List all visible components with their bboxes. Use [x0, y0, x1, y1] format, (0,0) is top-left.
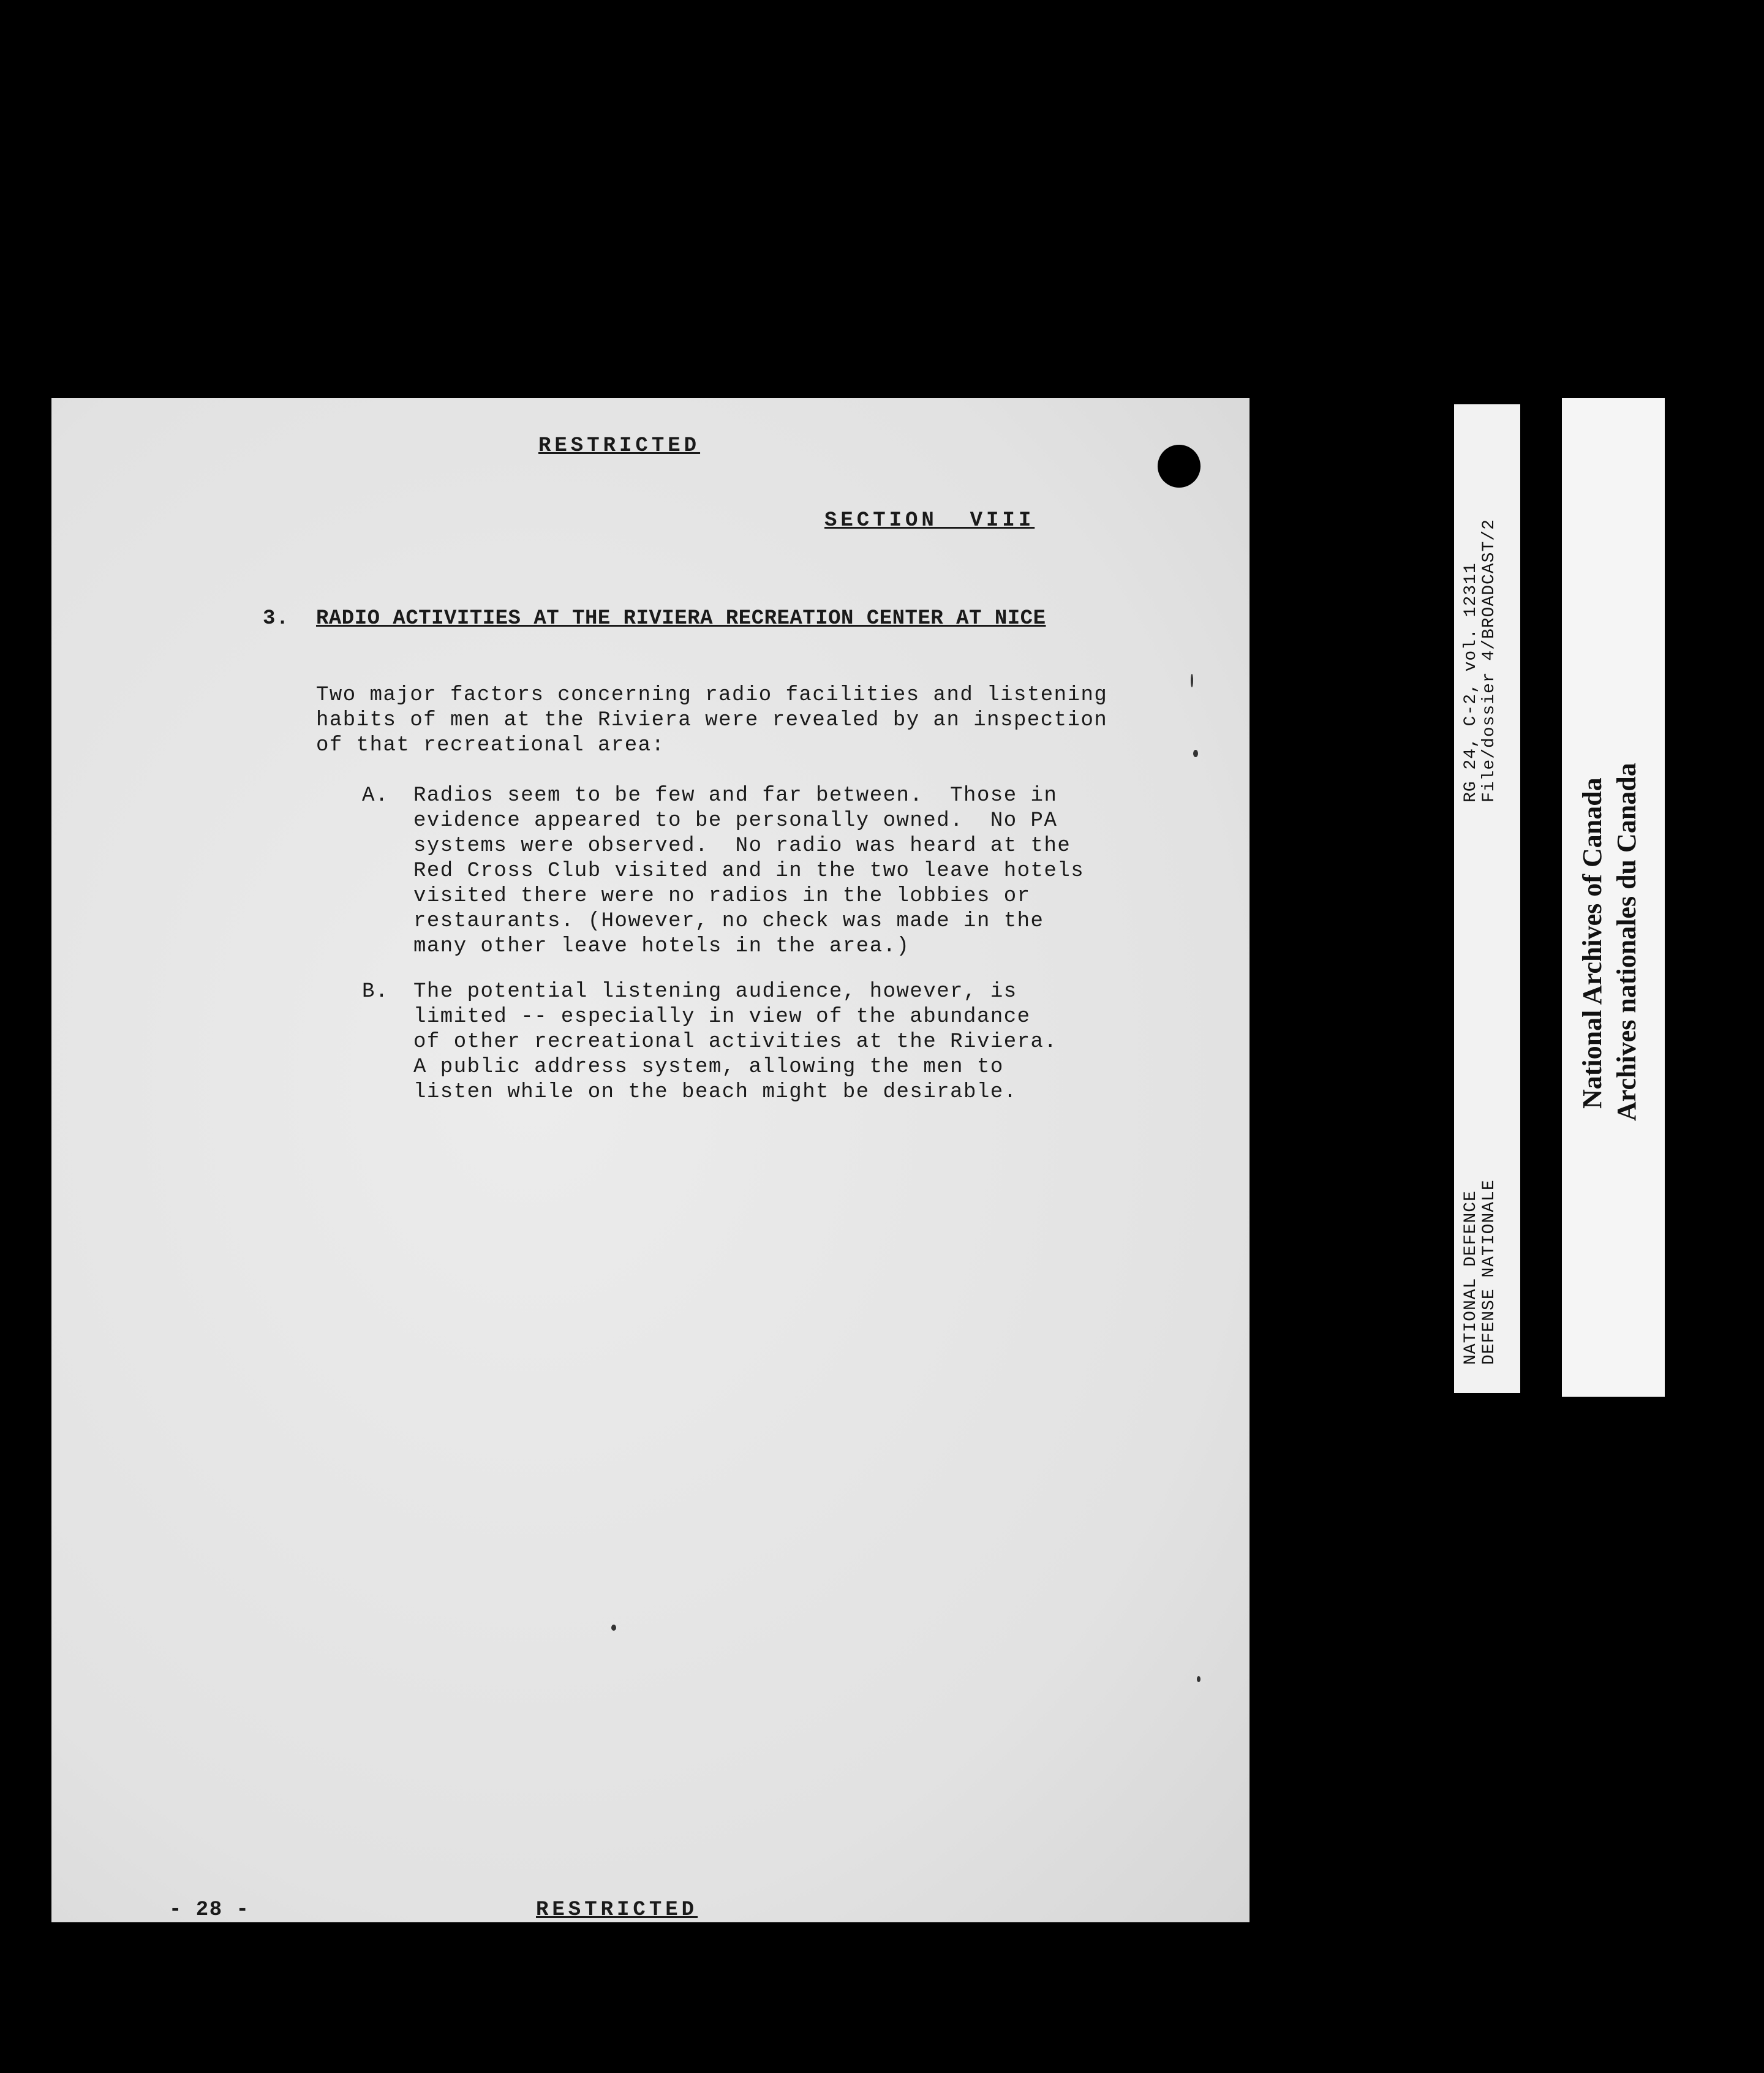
department-french: DEFENSE NATIONALE	[1480, 1179, 1499, 1365]
paper-speck	[1193, 750, 1198, 757]
paper-speck	[1197, 1676, 1200, 1682]
subitem-text: The potential listening audience, however, is limited -- especially in view of the abundance of other recreational activities at the Riviera. A public address system, allowing the men to listen while on the beach might be desirable.	[413, 980, 1058, 1104]
archives-english: National Archives of Canada	[1577, 777, 1607, 1109]
intro-paragraph: Two major factors concerning radio facilities and listening habits of men at the Riviera were revealed by an inspection of that recreational area:	[316, 684, 1108, 757]
item-number: 3.	[263, 607, 290, 630]
subitem-text: Radios seem to be few and far between. Those in evidence appeared to be personally owned. No PA systems were observed. No radio was heard at the Red Cross Club visited and in the two leave hotels visited there were no radios in the lobbies or restaurants. (However, no check was made in the many other leave hotels in the area.)	[413, 784, 1085, 958]
paper-speck	[1191, 674, 1193, 687]
footer-restricted: RESTRICTED	[536, 1898, 698, 1922]
archive-file-line: File/dossier 4/BROADCAST/2	[1480, 519, 1499, 802]
department-english: NATIONAL DEFENCE	[1461, 1190, 1480, 1365]
document-page	[51, 398, 1250, 1922]
subitem-letter: A.	[362, 784, 389, 807]
paper-speck	[611, 1625, 616, 1631]
archive-reference-line: RG 24, C-2, vol. 12311	[1461, 562, 1480, 802]
header-restricted: RESTRICTED	[538, 434, 701, 458]
punch-hole	[1158, 445, 1200, 488]
subitem-letter: B.	[362, 980, 389, 1003]
section-heading: SECTION VIII	[824, 509, 1035, 532]
item-title: RADIO ACTIVITIES AT THE RIVIERA RECREATION CENTER AT NICE	[316, 607, 1046, 630]
archives-french: Archives nationales du Canada	[1611, 763, 1642, 1121]
page-number: - 28 -	[169, 1898, 250, 1922]
